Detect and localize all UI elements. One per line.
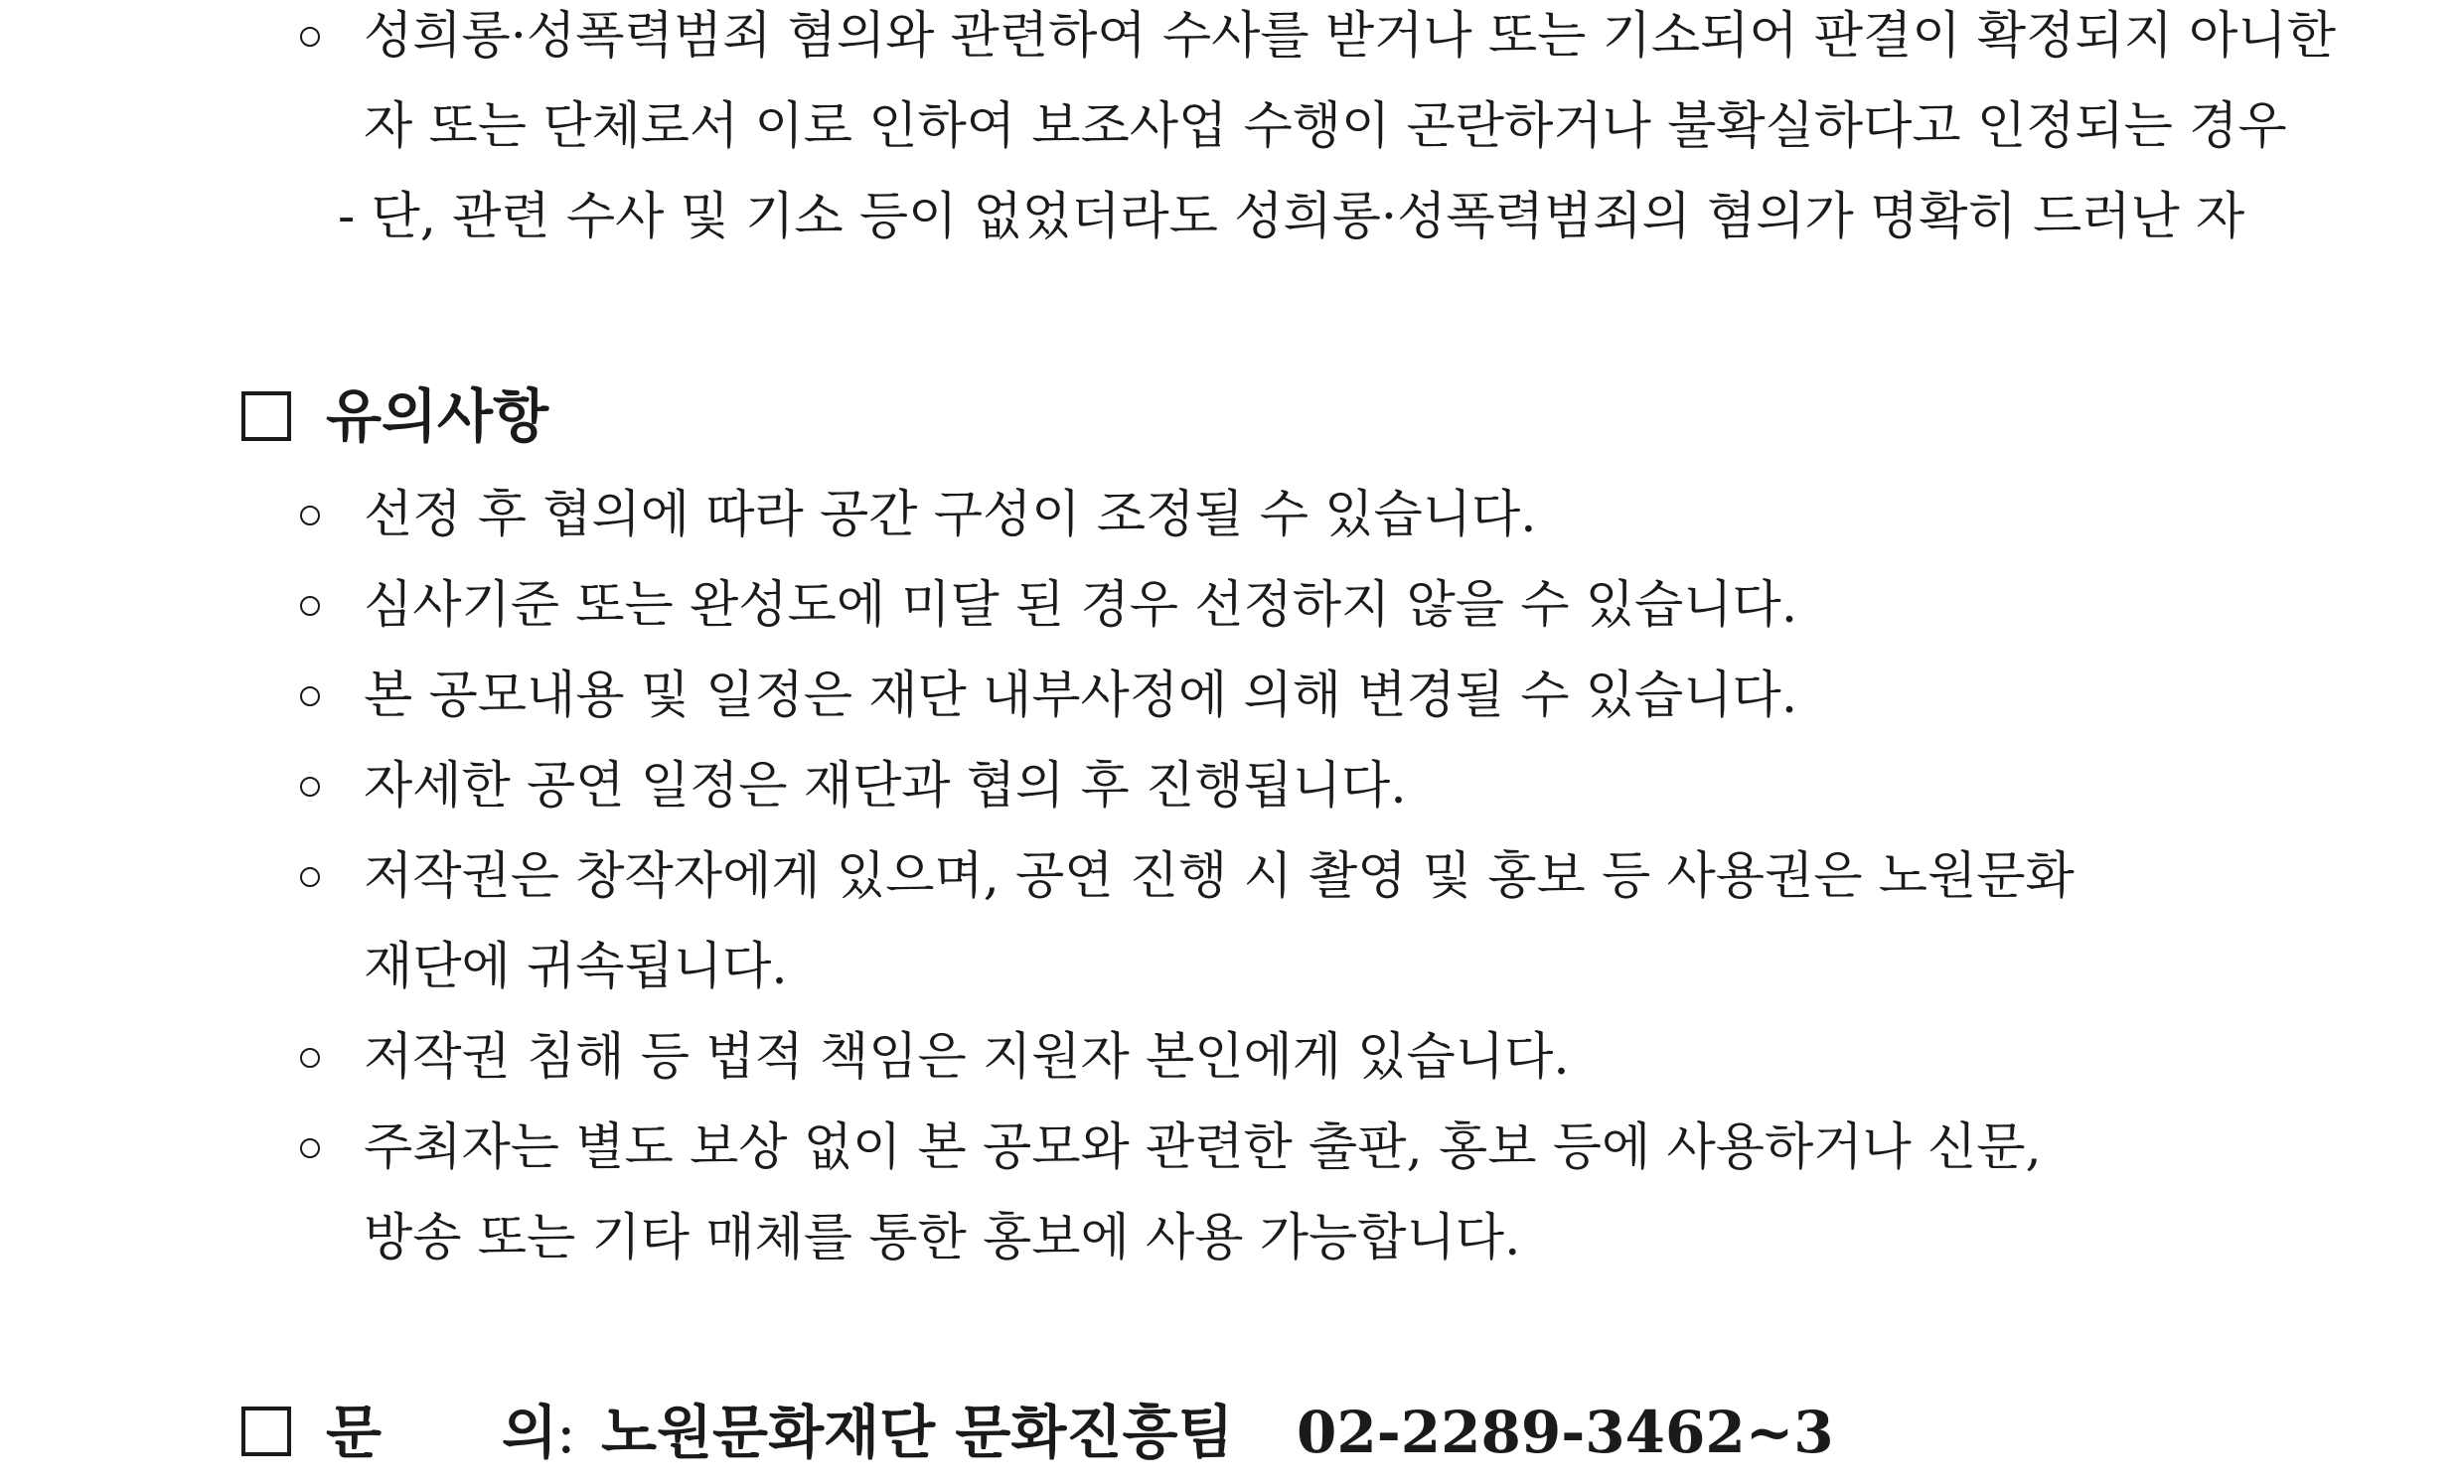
bullet-icon <box>300 686 320 706</box>
contact-organization: 노원문화재단 문화진흥팀 <box>601 1399 1234 1466</box>
contact-label-char1: 문 <box>326 1399 383 1466</box>
eligibility-item-line1: 성희롱·성폭력범죄 혐의와 관련하여 수사를 받거나 또는 기소되어 판결이 확정되지 아니한 <box>364 7 2336 66</box>
list-item: 주최자는 별도 보상 없이 본 공모와 관련한 출판, 홍보 등에 사용하거나 신문, <box>364 1118 2042 1177</box>
eligibility-item-line2: 자 또는 단체로서 이로 인하여 보조사업 수행이 곤란하거나 불확실하다고 인정되는 경우 <box>364 97 2287 156</box>
section-checkbox-icon <box>241 391 291 441</box>
bullet-icon <box>300 506 320 525</box>
bullet-icon <box>300 1138 320 1158</box>
bullet-icon <box>300 867 320 887</box>
section-checkbox-icon <box>241 1407 291 1456</box>
list-item-continuation: 방송 또는 기타 매체를 통한 홍보에 사용 가능합니다. <box>364 1209 1521 1267</box>
list-item-continuation: 재단에 귀속됩니다. <box>364 938 788 996</box>
notes-section-title: 유의사항 <box>326 382 549 450</box>
eligibility-sub-item: - 단, 관련 수사 및 기소 등이 없었더라도 성희롱·성폭력범죄의 혐의가 명확히 드러난 자 <box>338 188 2245 246</box>
list-item: 저작권 침해 등 법적 책임은 지원자 본인에게 있습니다. <box>364 1028 1570 1087</box>
bullet-icon <box>300 777 320 797</box>
list-item: 저작권은 창작자에게 있으며, 공연 진행 시 촬영 및 홍보 등 사용권은 노원문화 <box>364 847 2075 906</box>
contact-label-char2: 의 <box>502 1399 558 1466</box>
list-item: 심사기준 또는 완성도에 미달 된 경우 선정하지 않을 수 있습니다. <box>364 576 1798 635</box>
bullet-icon <box>300 27 320 47</box>
bullet-icon <box>300 596 320 616</box>
bullet-icon <box>300 1048 320 1068</box>
list-item: 본 공모내용 및 일정은 재단 내부사정에 의해 변경될 수 있습니다. <box>364 667 1798 725</box>
contact-colon: : <box>556 1399 576 1466</box>
list-item: 선정 후 협의에 따라 공간 구성이 조정될 수 있습니다. <box>364 486 1537 544</box>
contact-phone: 02-2289-3462~3 <box>1297 1399 1834 1466</box>
list-item: 자세한 공연 일정은 재단과 협의 후 진행됩니다. <box>364 757 1407 816</box>
